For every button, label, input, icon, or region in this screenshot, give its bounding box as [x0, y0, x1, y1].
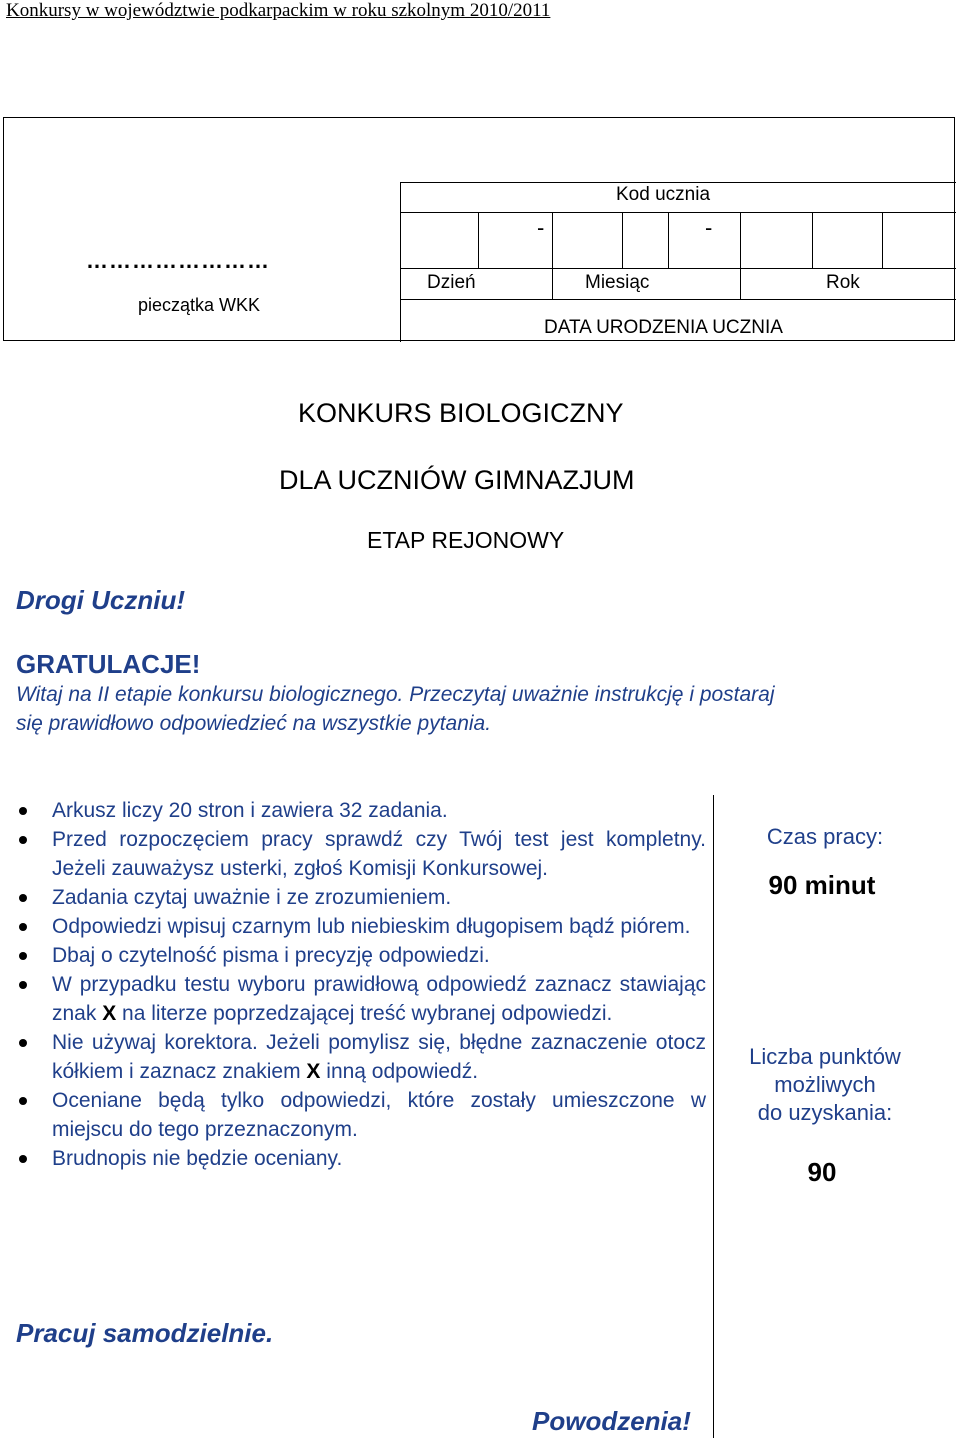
points-label-line-1: Liczba punktów	[749, 1044, 901, 1069]
list-item: Zadania czytaj uważnie i ze zrozumieniem.	[16, 883, 706, 912]
mark-x: X	[102, 1002, 117, 1025]
congrats-heading: GRATULACJE!	[16, 649, 201, 679]
list-item: Brudnopis nie będzie oceniany.	[16, 1144, 706, 1173]
stamp-label: pieczątka WKK	[138, 295, 261, 315]
birth-date-label: DATA URODZENIA UCZNIA	[544, 317, 783, 338]
time-value: 90 minut	[768, 870, 876, 900]
audience-title: DLA UCZNIÓW GIMNAZJUM	[279, 465, 635, 495]
intro-text	[16, 680, 956, 738]
list-item: W przypadku testu wyboru prawidłową odpowiedź zaznacz stawiając znak X na literze poprzedzającej treść wybranej odpowiedzi.	[16, 970, 706, 1028]
year-label: Rok	[826, 272, 860, 293]
dear-student-heading: Drogi Uczniu!	[16, 585, 185, 615]
bullet-icon	[19, 952, 27, 960]
bullet-icon	[19, 923, 27, 931]
bullet-icon	[19, 1155, 27, 1163]
list-item: Arkusz liczy 20 stron i zawiera 32 zadania.	[16, 796, 706, 825]
contest-title: KONKURS BIOLOGICZNY	[298, 398, 624, 428]
date-separator-1: -	[537, 215, 545, 240]
points-label-line-2: możliwych	[774, 1072, 876, 1097]
month-label: Miesiąc	[585, 272, 650, 293]
bullet-icon	[19, 836, 27, 844]
mark-x: X	[306, 1060, 321, 1083]
list-item: Nie używaj korektora. Jeżeli pomylisz się, błędne zaznaczenie otocz kółkiem i zaznacz znakiem X inną odpowiedź.	[16, 1028, 706, 1086]
intro-line-1: Witaj na II etapie konkursu biologicznego. Przeczytaj uważnie instrukcję i postaraj	[16, 683, 775, 706]
list-item: Dbaj o czytelność pisma i precyzję odpowiedzi.	[16, 941, 706, 970]
list-item: Przed rozpoczęciem pracy sprawdź czy Twój test jest kompletny. Jeżeli zauważysz usterki, zgłoś Komisji Konkursowej.	[16, 825, 706, 883]
list-item: Odpowiedzi wpisuj czarnym lub niebieskim długopisem bądź piórem.	[16, 912, 706, 941]
list-item: Oceniane będą tylko odpowiedzi, które zostały umieszczone w miejscu do tego przeznaczonym.	[16, 1086, 706, 1144]
intro-line-2: się prawidłowo odpowiedzieć na wszystkie pytania.	[16, 712, 492, 735]
points-label-line-3: do uzyskania:	[757, 1100, 893, 1125]
work-alone-text: Pracuj samodzielnie.	[16, 1318, 274, 1348]
bullet-icon	[19, 807, 27, 815]
good-luck-text: Powodzenia!	[532, 1406, 691, 1436]
stage-title: ETAP REJONOWY	[367, 527, 565, 553]
student-info-form	[3, 117, 955, 341]
day-label: Dzień	[427, 272, 476, 293]
bullet-icon	[19, 1039, 27, 1047]
bullet-icon	[19, 894, 27, 902]
instructions-list	[16, 796, 706, 1173]
time-label: Czas pracy:	[766, 824, 884, 849]
student-code-label: Kod ucznia	[616, 184, 711, 205]
bullet-icon	[19, 981, 27, 989]
stamp-placeholder-dots: ……………………	[86, 248, 270, 273]
bullet-icon	[19, 1097, 27, 1105]
page-header-title: Konkursy w województwie podkarpackim w roku szkolnym 2010/2011	[6, 0, 551, 21]
date-separator-2: -	[705, 215, 713, 240]
points-value: 90	[807, 1157, 837, 1187]
